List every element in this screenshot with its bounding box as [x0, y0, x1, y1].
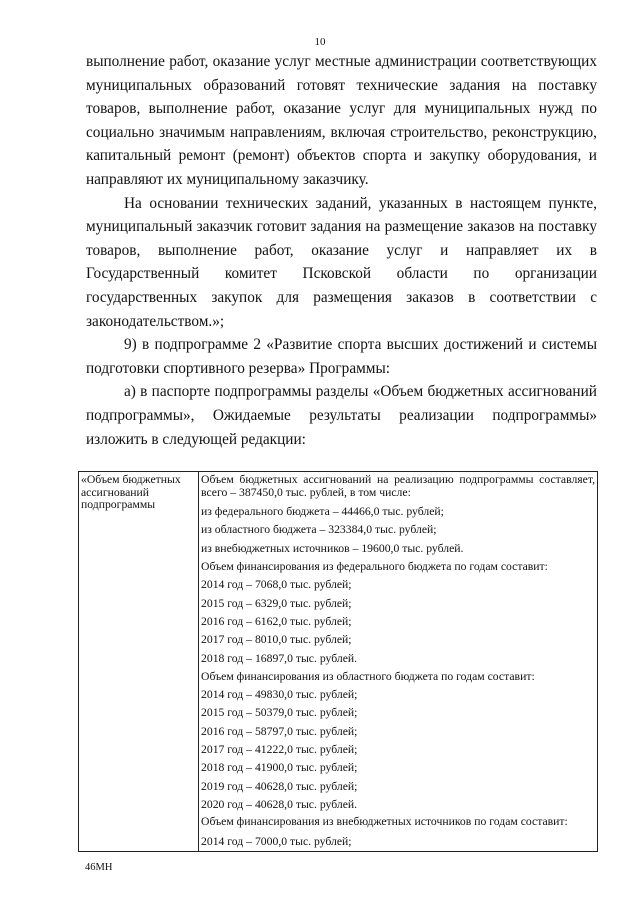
table-line: 2015 год – 6329,0 тыс. рублей;: [201, 596, 352, 610]
footer-code: 46МН: [85, 862, 113, 873]
table-line: 2018 год – 16897,0 тыс. рублей.: [201, 651, 358, 665]
table-line: Объем финансирования из федерального бюджета по годам составит:: [201, 560, 548, 574]
table-line: 2016 год – 58797,0 тыс. рублей;: [201, 724, 358, 738]
page-number: 10: [314, 36, 326, 48]
table-line: Объем бюджетных ассигнований на реализацию подпрограммы составляет, всего – 387450,0 тыс. рублей, в том числе:: [201, 473, 595, 499]
table-line: из внебюджетных источников – 19600,0 тыс. рублей.: [201, 541, 464, 555]
table-line: 2017 год – 41222,0 тыс. рублей;: [201, 743, 358, 757]
table-left-cell: «Объем бюджетных ассигнований подпрограммы: [79, 472, 199, 852]
table-line: Объем финансирования из внебюджетных источников по годам составит:: [201, 815, 568, 829]
paragraph: а) в паспорте подпрограммы разделы «Объем бюджетных ассигнований подпрограммы», Ожидаемые результаты реализации подпрограммы» изложить в следующей редакции:: [86, 383, 597, 448]
table-line: 2014 год – 7000,0 тыс. рублей;: [201, 834, 352, 848]
table-line: 2016 год – 6162,0 тыс. рублей;: [201, 614, 352, 628]
table-line: 2018 год – 41900,0 тыс. рублей;: [201, 761, 358, 775]
body-text: [86, 50, 597, 451]
paragraph: На основании технических заданий, указанных в настоящем пункте, муниципальный заказчик готовит задания на размещение заказов на поставку товаров, выполнение работ, оказание услуг и направляет их в Государственный комитет Псковской области по организации государственных закупок для размещения заказов в соответствии с законодательством.»;: [86, 194, 597, 330]
table-line: 2020 год – 40628,0 тыс. рублей.: [201, 797, 358, 811]
paragraph: выполнение работ, оказание услуг местные администрации соответствующих муниципальных образований готовят технические задания на поставку товаров, выполнение работ, оказание услуг для муниципальных нужд по социально значимым направлениям, включая строительство, реконструкцию, капитальный ремонт (ремонт) объектов спорта и закупку оборудования, и направляют их муниципальному заказчику.: [86, 53, 597, 188]
table-line: 2015 год – 50379,0 тыс. рублей;: [201, 706, 358, 720]
table-line: 2017 год – 8010,0 тыс. рублей;: [201, 633, 352, 647]
budget-table: [78, 471, 598, 852]
table-row: [79, 472, 598, 852]
table-right-cell: [199, 472, 598, 852]
paragraph: 9) в подпрограмме 2 «Развитие спорта высших достижений и системы подготовки спортивного резерва» Программы:: [86, 336, 597, 377]
table-line: из областного бюджета – 323384,0 тыс. рублей;: [201, 523, 437, 537]
table-line: 2014 год – 49830,0 тыс. рублей;: [201, 688, 358, 702]
table-line: 2019 год – 40628,0 тыс. рублей;: [201, 779, 358, 793]
table-line: из федерального бюджета – 44466,0 тыс. рублей;: [201, 505, 444, 519]
table-line: Объем финансирования из областного бюджета по годам составит:: [201, 669, 535, 683]
table-line: 2014 год – 7068,0 тыс. рублей;: [201, 578, 352, 592]
